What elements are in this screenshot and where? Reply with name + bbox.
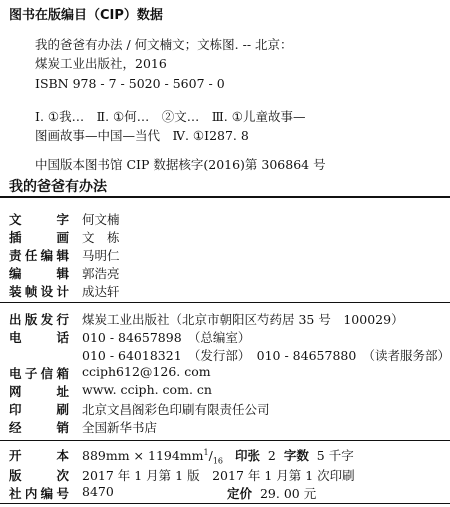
cip-publisher-line: 煤炭工业出版社，2016 — [35, 56, 167, 71]
credit-label: 责任编辑 — [9, 248, 69, 263]
format-value — [82, 446, 354, 466]
publisher-value: 煤炭工业出版社（北京市朝阳区芍药居 35 号 100029） — [82, 312, 404, 327]
format-size-sub: 16 — [212, 456, 224, 466]
credit-value: 郭浩亮 — [82, 266, 120, 281]
distributor-value: 全国新华书店 — [82, 420, 158, 435]
cip-record-number: 中国版本图书馆 CIP 数据核字(2016)第 306864 号 — [35, 157, 326, 172]
words-value: 5 千字 — [316, 448, 354, 463]
credit-label: 装帧设计 — [9, 284, 69, 299]
printer-label: 印 刷 — [9, 402, 69, 417]
internal-number-label: 社内编号 — [9, 486, 69, 501]
divider — [0, 302, 450, 303]
format-label: 开 本 — [9, 448, 69, 463]
cip-title-line: 我的爸爸有办法 / 何文楠文；文栋图. -- 北京： — [35, 37, 293, 52]
phone-label: 电 话 — [9, 330, 69, 345]
credit-label: 编 辑 — [9, 266, 69, 281]
price-group — [227, 484, 316, 502]
publisher-label: 出版发行 — [9, 312, 69, 327]
cip-classification-line-2: 图画故事—中国—当代 Ⅳ. ①I287. 8 — [35, 128, 249, 143]
email-value: cciph612@126. com — [82, 364, 211, 379]
distributor-label: 经 销 — [9, 420, 69, 435]
cip-classification-line: Ⅰ. ①我… Ⅱ. ①何… ②文… Ⅲ. ①儿童故事— — [35, 109, 306, 124]
printer-value: 北京文昌阁彩色印刷有限责任公司 — [82, 402, 270, 417]
credit-value: 马明仁 — [82, 248, 120, 263]
sheets-value: 2 — [267, 448, 276, 463]
credit-value: 文 栋 — [82, 230, 120, 245]
phone-value-2: 010 - 64018321 （发行部） 010 - 84657880 （读者服务部） — [82, 348, 450, 363]
website-value: www. cciph. com. cn — [82, 382, 212, 397]
edition-label: 版 次 — [9, 468, 69, 483]
words-label: 字数 — [283, 448, 309, 463]
phone-value-1: 010 - 84657898 （总编室） — [82, 330, 251, 345]
divider — [0, 503, 450, 504]
cip-isbn-line: ISBN 978 - 7 - 5020 - 5607 - 0 — [35, 76, 225, 91]
format-size: 889mm × 1194mm — [82, 448, 204, 463]
divider — [0, 196, 450, 198]
format-size-sep: / — [208, 448, 213, 463]
credit-label: 文 字 — [9, 212, 69, 227]
price-label: 定价 — [227, 486, 253, 501]
email-label: 电子信箱 — [9, 366, 69, 381]
book-title: 我的爸爸有办法 — [9, 179, 107, 195]
credit-value: 成达轩 — [82, 284, 120, 299]
edition-value: 2017 年 1 月第 1 版 2017 年 1 月第 1 次印刷 — [82, 468, 355, 483]
credit-value: 何文楠 — [82, 212, 120, 227]
divider — [0, 440, 450, 441]
price-value: 29. 00 元 — [259, 486, 317, 501]
website-label: 网 址 — [9, 384, 69, 399]
credit-label: 插 画 — [9, 230, 69, 245]
format-size-sup: 1 — [203, 447, 209, 457]
internal-number-value: 8470 — [82, 484, 114, 499]
sheets-label: 印张 — [234, 448, 260, 463]
cip-header: 图书在版编目（CIP）数据 — [9, 8, 163, 23]
